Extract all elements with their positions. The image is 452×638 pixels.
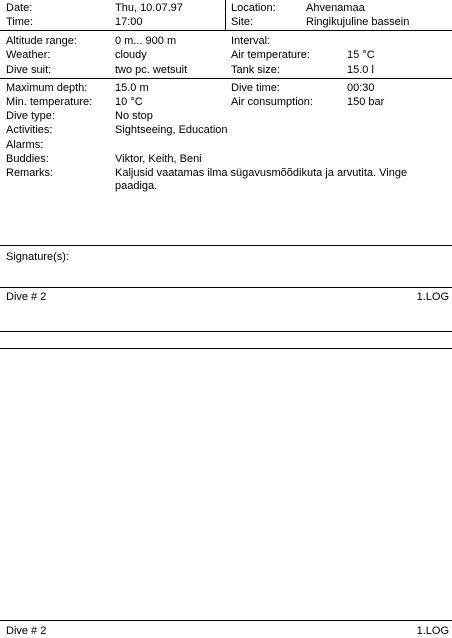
- air-temp-label: Air temperature:: [231, 49, 310, 61]
- weather-label: Weather:: [6, 49, 51, 61]
- altitude-label: Altitude range:: [6, 35, 77, 47]
- alarms-label: Alarms:: [6, 139, 44, 151]
- tank-value: 15.0 l: [347, 64, 374, 76]
- bottom-log-file-name: 1.LOG: [416, 625, 449, 637]
- air-consumption-label: Air consumption:: [231, 96, 313, 108]
- max-depth-label: Maximum depth:: [6, 82, 88, 94]
- time-label: Time:: [6, 16, 34, 28]
- buddies-label: Buddies:: [6, 153, 49, 165]
- location-value: Ahvenamaa: [306, 2, 365, 14]
- suit-value: two pc. wetsuit: [115, 64, 188, 76]
- bottom-dive-number: Dive # 2: [6, 625, 47, 637]
- signature-rule: [0, 287, 452, 288]
- conditions-rule: [0, 78, 452, 79]
- log-file-name: 1.LOG: [416, 291, 449, 303]
- altitude-value: 0 m... 900 m: [115, 35, 177, 47]
- dive-time-value: 00:30: [347, 82, 375, 94]
- max-depth-value: 15.0 m: [115, 82, 149, 94]
- signature-label: Signature(s):: [6, 251, 69, 263]
- min-temp-label: Min. temperature:: [6, 96, 93, 108]
- min-temp-value: 10 °C: [115, 96, 143, 108]
- remarks-rule: [0, 245, 452, 246]
- location-label: Location:: [231, 2, 276, 14]
- header-rule: [0, 30, 452, 31]
- date-value: Thu, 10.07.97: [115, 2, 183, 14]
- site-value: Ringikujuline bassein: [306, 16, 410, 28]
- buddies-value: Viktor, Keith, Beni: [115, 153, 202, 165]
- remarks-value: Kaljusid vaatamas ilma sügavusmõõdikuta ja arvutita. Vinge paadiga.: [115, 167, 408, 192]
- tank-label: Tank size:: [231, 64, 280, 76]
- remarks-label: Remarks:: [6, 167, 54, 179]
- date-label: Date:: [6, 2, 33, 14]
- separator-rule-2: [0, 348, 452, 349]
- interval-label: Interval:: [231, 35, 271, 47]
- bottom-footer-rule: [0, 620, 452, 621]
- suit-label: Dive suit:: [6, 64, 52, 76]
- weather-value: cloudy: [115, 49, 147, 61]
- activities-value: Sightseeing, Education: [115, 124, 228, 136]
- time-value: 17:00: [115, 16, 143, 28]
- dive-number: Dive # 2: [6, 291, 47, 303]
- separator-rule-1: [0, 331, 452, 332]
- header-divider: [225, 0, 226, 30]
- dive-type-value: No stop: [115, 110, 153, 122]
- air-consumption-value: 150 bar: [347, 96, 385, 108]
- dive-type-label: Dive type:: [6, 110, 55, 122]
- air-temp-value: 15 °C: [347, 49, 375, 61]
- site-label: Site:: [231, 16, 254, 28]
- dive-time-label: Dive time:: [231, 82, 280, 94]
- activities-label: Activities:: [6, 124, 53, 136]
